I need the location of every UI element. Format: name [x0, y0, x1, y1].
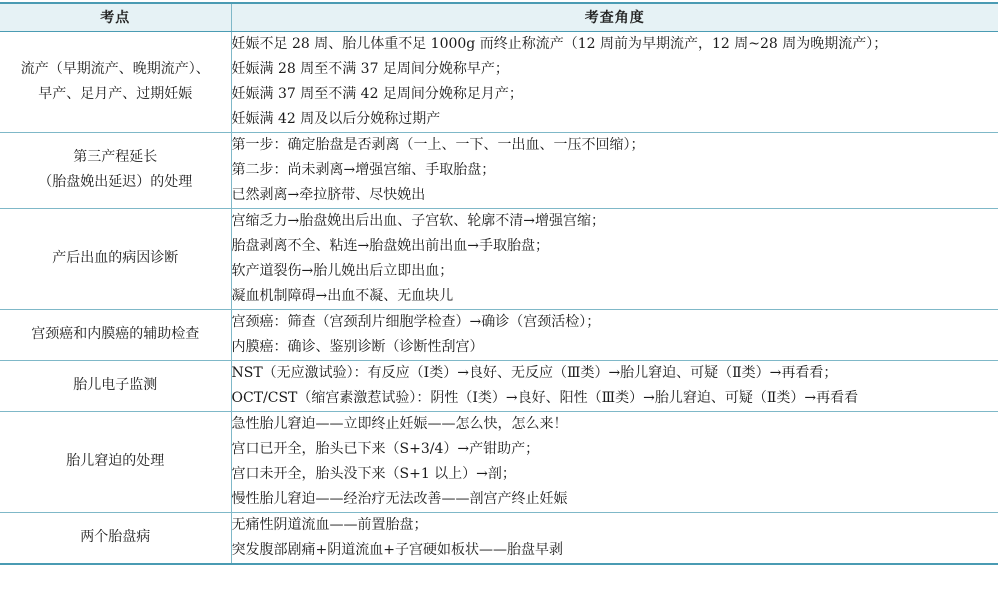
key-point-cell	[0, 208, 231, 309]
exam-angle-line: 慢性胎儿窘迫——经治疗无法改善——剖宫产终止妊娠	[231, 490, 568, 507]
exam-angle-line: NST（无应激试验）：有反应（Ⅰ类）→良好、无反应（Ⅲ类）→胎儿窘迫、可疑（Ⅱ类）→再看看；	[231, 364, 838, 381]
exam-angle-line: 急性胎儿窘迫——立即终止妊娠——怎么快，怎么来！	[231, 415, 568, 432]
header-exam-angle: 考查角度	[231, 3, 998, 31]
exam-angle-line: 妊娠满 28 周至不满 37 足周间分娩称早产；	[231, 60, 509, 77]
exam-angle-cell	[231, 132, 998, 208]
exam-angle-cell	[231, 512, 998, 564]
exam-angle-line: 无痛性阴道流血——前置胎盘；	[231, 516, 428, 533]
key-point-text: 胎儿电子监测	[73, 377, 158, 393]
exam-angle-cell	[231, 411, 998, 512]
key-point-text: 产后出血的病因诊断	[52, 250, 179, 266]
key-point-cell	[0, 31, 231, 132]
key-point-cell	[0, 360, 231, 411]
exam-angle-line: 妊娠不足 28 周、胎儿体重不足 1000g 而终止称流产（12 周前为早期流产，12 周~28 周为晚期流产）；	[231, 35, 888, 52]
exam-angle-line: 宫颈癌：筛查（宫颈刮片细胞学检查）→确诊（宫颈活检）；	[231, 313, 601, 330]
table-row	[0, 411, 998, 512]
key-point-text: 第三产程延长	[73, 149, 158, 165]
knowledge-table	[0, 2, 998, 565]
exam-angle-line: 内膜癌：确诊、鉴别诊断（诊断性刮宫）	[231, 338, 484, 355]
key-point-cell	[0, 411, 231, 512]
header-key-point: 考点	[0, 3, 231, 31]
exam-angle-line: 第一步：确定胎盘是否剥离（一上、一下、一出血、一压不回缩）；	[231, 136, 645, 153]
exam-angle-line: 宫口已开全，胎头已下来（S+3/4）→产钳助产；	[231, 440, 540, 457]
table-row	[0, 31, 998, 132]
exam-angle-cell	[231, 31, 998, 132]
exam-angle-line: 软产道裂伤→胎儿娩出后立即出血；	[231, 262, 454, 279]
key-point-text: 两个胎盘病	[80, 529, 151, 545]
exam-angle-line: 宫缩乏力→胎盘娩出后出血、子宫软、轮廓不清→增强宫缩；	[231, 212, 605, 229]
exam-angle-line: 凝血机制障碍→出血不凝、无血块儿	[231, 287, 454, 304]
exam-angle-line: 突发腹部剧痛+阴道流血+子宫硬如板状——胎盘早剥	[231, 541, 563, 558]
table-row	[0, 512, 998, 564]
header-row	[0, 3, 998, 31]
key-point-cell	[0, 132, 231, 208]
exam-angle-line: 宫口未开全，胎头没下来（S+1 以上）→剖；	[231, 465, 516, 482]
exam-angle-line: 已然剥离→牵拉脐带、尽快娩出	[231, 186, 426, 203]
key-point-text: （胎盘娩出延迟）的处理	[38, 174, 193, 190]
key-point-cell	[0, 309, 231, 360]
table-body	[0, 31, 998, 564]
exam-angle-cell	[231, 309, 998, 360]
table-row	[0, 208, 998, 309]
table-row	[0, 309, 998, 360]
table-header	[0, 3, 998, 31]
exam-angle-cell	[231, 360, 998, 411]
exam-angle-cell	[231, 208, 998, 309]
exam-angle-line: OCT/CST（缩宫素激惹试验）：阴性（Ⅰ类）→良好、阳性（Ⅲ类）→胎儿窘迫、可疑（Ⅱ类）→再看看	[231, 389, 859, 406]
exam-angle-line: 妊娠满 37 周至不满 42 足周间分娩称足月产；	[231, 85, 523, 102]
exam-angle-line: 胎盘剥离不全、粘连→胎盘娩出前出血→手取胎盘；	[231, 237, 549, 254]
key-point-text: 胎儿窘迫的处理	[66, 453, 165, 469]
exam-angle-line: 妊娠满 42 周及以后分娩称过期产	[231, 110, 441, 127]
key-point-text: 流产（早期流产、晚期流产）、	[20, 60, 210, 77]
key-point-text: 早产、足月产、过期妊娠	[38, 85, 193, 102]
table-row	[0, 132, 998, 208]
key-point-text: 宫颈癌和内膜癌的辅助检查	[31, 326, 200, 342]
table-row	[0, 360, 998, 411]
key-point-cell	[0, 512, 231, 564]
exam-angle-line: 第二步：尚未剥离→增强宫缩、手取胎盘；	[231, 161, 496, 178]
